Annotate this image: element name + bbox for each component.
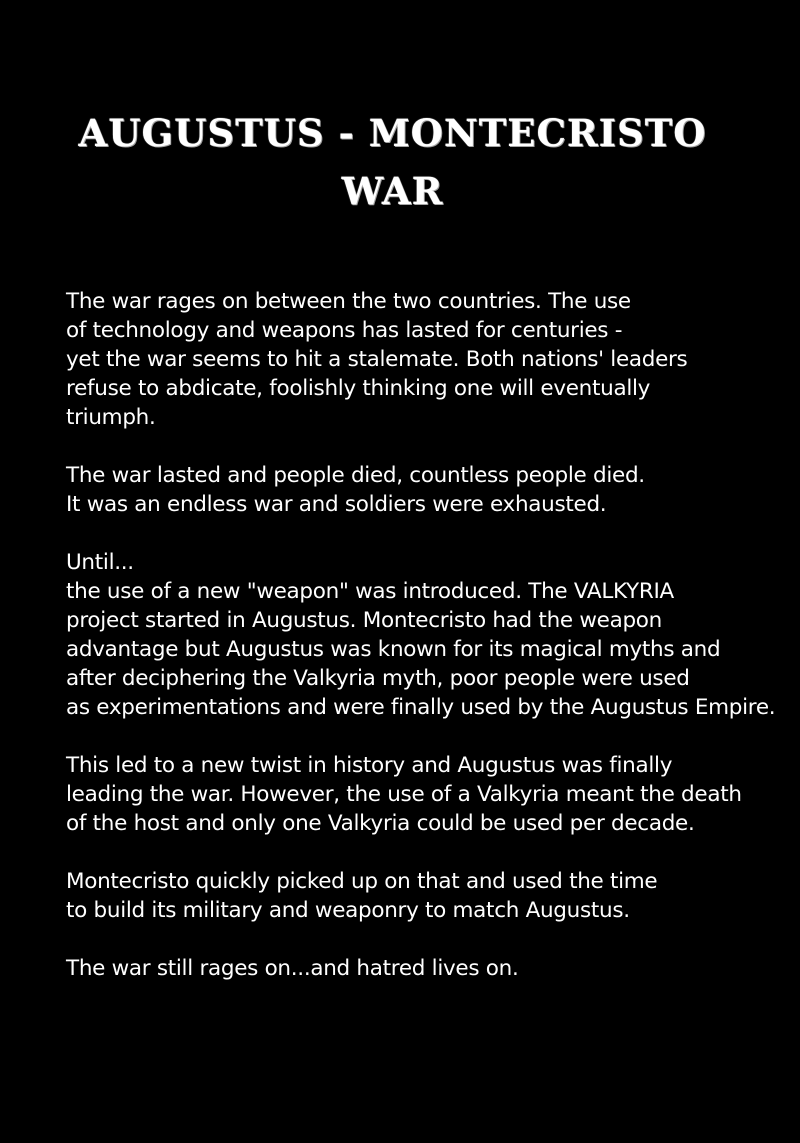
text-line: yet the war seems to hit a stalemate. Both nations' leaders bbox=[66, 347, 688, 372]
paragraph-3 bbox=[66, 548, 786, 722]
text-line: triumph. bbox=[66, 405, 156, 430]
paragraph-gap bbox=[66, 925, 786, 954]
text-line: the use of a new "weapon" was introduced. The VALKYRIA bbox=[66, 579, 674, 604]
text-line: Until... bbox=[66, 550, 134, 575]
paragraph-gap bbox=[66, 722, 786, 751]
text-line: Montecristo quickly picked up on that and used the time bbox=[66, 869, 658, 894]
paragraph-4 bbox=[66, 751, 786, 838]
text-line: The war rages on between the two countries. The use bbox=[66, 289, 631, 314]
text-line: as experimentations and were finally used by the Augustus Empire. bbox=[66, 695, 776, 720]
page-title-line-1: AUGUSTUS - MONTECRISTO bbox=[78, 111, 707, 155]
text-line: refuse to abdicate, foolishly thinking one will eventually bbox=[66, 376, 651, 401]
text-line: of the host and only one Valkyria could be used per decade. bbox=[66, 811, 695, 836]
paragraph-5 bbox=[66, 867, 786, 925]
text-line: The war lasted and people died, countless people died. bbox=[66, 463, 645, 488]
paragraph-2 bbox=[66, 461, 786, 519]
paragraph-6 bbox=[66, 954, 786, 983]
text-line: of technology and weapons has lasted for centuries - bbox=[66, 318, 623, 343]
text-line: project started in Augustus. Montecristo had the weapon bbox=[66, 608, 662, 633]
text-line: The war still rages on...and hatred lives on. bbox=[66, 956, 519, 981]
paragraph-gap bbox=[66, 519, 786, 548]
paragraph-gap bbox=[66, 838, 786, 867]
text-line: leading the war. However, the use of a Valkyria meant the death bbox=[66, 782, 742, 807]
text-line: after deciphering the Valkyria myth, poor people were used bbox=[66, 666, 690, 691]
story-body bbox=[66, 287, 786, 983]
paragraph-gap bbox=[66, 432, 786, 461]
paragraph-1 bbox=[66, 287, 786, 432]
text-line: advantage but Augustus was known for its magical myths and bbox=[66, 637, 721, 662]
text-line: This led to a new twist in history and Augustus was finally bbox=[66, 753, 673, 778]
page-title-line-2: WAR bbox=[341, 169, 444, 213]
text-line: to build its military and weaponry to match Augustus. bbox=[66, 898, 630, 923]
text-line: It was an endless war and soldiers were exhausted. bbox=[66, 492, 607, 517]
